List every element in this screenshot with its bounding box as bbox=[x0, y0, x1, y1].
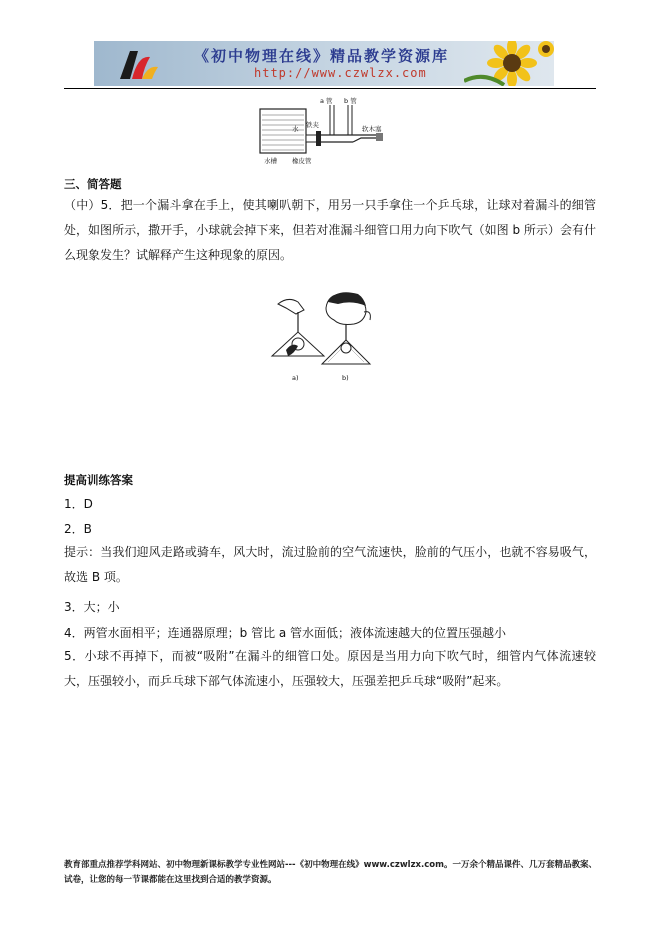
answer-1: 1．D bbox=[64, 497, 93, 511]
banner-url[interactable]: http://www.czwlzx.com bbox=[254, 66, 427, 80]
section-heading-short-answer: 三、简答题 bbox=[64, 177, 122, 191]
page-footer: 教育部重点推荐学科网站、初中物理新课标教学专业性网站---《初中物理在线》www.czwlzx.com。一万余个精品课件、几万套精品教案、试卷，让您的每一节课都能在这里找到合适的教学资源。 bbox=[64, 860, 597, 885]
fig1-label-clamp: 铁夹 bbox=[306, 121, 319, 129]
fig1-label-tank: 水槽 bbox=[264, 157, 277, 165]
header-banner bbox=[94, 41, 554, 86]
fig1-label-rubber-tube: 橡皮管 bbox=[292, 157, 312, 165]
header-divider bbox=[64, 88, 596, 89]
figure-funnel-ball bbox=[268, 290, 380, 386]
fig2-label-b: b) bbox=[342, 374, 349, 382]
figure-tank-tubes bbox=[258, 95, 398, 167]
fig1-label-a: a 管 bbox=[320, 97, 333, 105]
answer-4: 4．两管水面相平；连通器原理；b 管比 a 管水面低；液体流速越大的位置压强越小 bbox=[64, 626, 507, 640]
answer-5: 5．小球不再掉下，而被“吸附”在漏斗的细管口处。原因是当用力向下吹气时，细管内气体流速较大，压强较小，而乒乓球下部气体流速小，压强较大，压强差把乒乓球“吸附”起来。 bbox=[64, 649, 596, 688]
answer-3: 3．大；小 bbox=[64, 600, 120, 614]
fig1-label-water: 水 bbox=[292, 125, 299, 133]
answers-heading: 提高训练答案 bbox=[64, 473, 133, 487]
banner-title: 《初中物理在线》精品教学资源库 bbox=[194, 47, 450, 65]
question-5-text: （中）5．把一个漏斗拿在手上，使其喇叭朝下，用另一只手拿住一个乒乓球，让球对着漏斗的细管处，如图所示，撒开手，小球就会掉下来，但若对准漏斗细管口用力向下吹气（如图 b 所示）会有什么现象发生？试解释产生这种现象的原因。 bbox=[64, 198, 596, 262]
sunflower-icon bbox=[464, 41, 554, 86]
fig1-label-cork: 软木塞 bbox=[362, 125, 382, 133]
fig1-label-b: b 管 bbox=[344, 97, 357, 105]
answer-2: 2．B bbox=[64, 522, 92, 536]
fig2-label-a: a) bbox=[292, 374, 299, 382]
answer-2-hint: 提示：当我们迎风走路或骑车，风大时，流过脸前的空气流速快，脸前的气压小，也就不容易吸气，故选 B 项。 bbox=[64, 545, 596, 584]
site-logo-icon bbox=[116, 45, 162, 83]
